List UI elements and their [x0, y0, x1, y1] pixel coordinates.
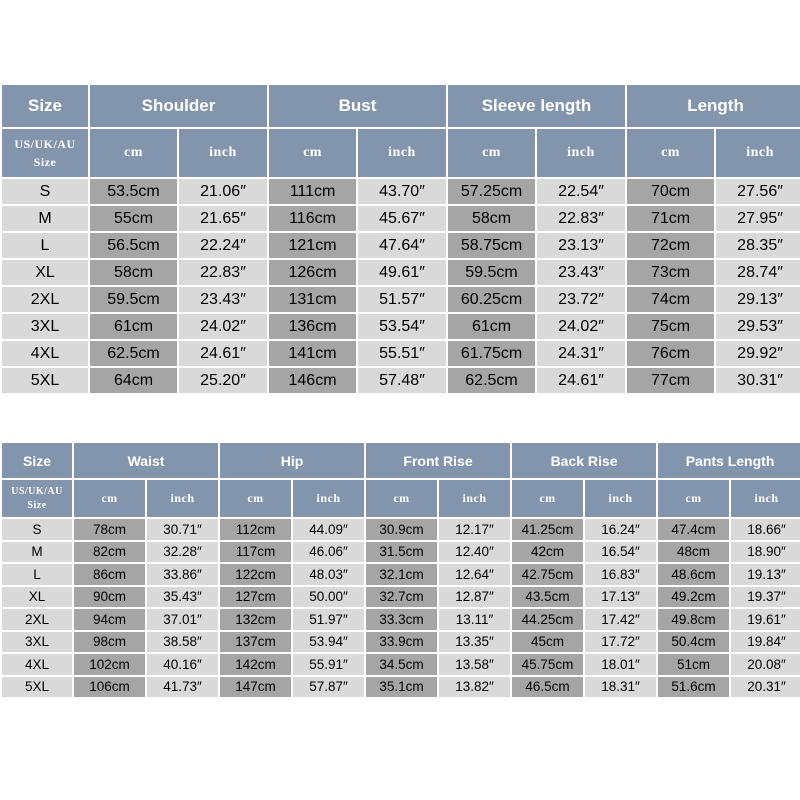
size-cell: 2XL [2, 609, 72, 630]
cm-value-cell: 76cm [627, 341, 714, 366]
cm-value-cell: 117cm [220, 542, 291, 563]
cm-value-cell: 58.75cm [448, 233, 535, 258]
cm-value-cell: 82cm [74, 542, 145, 563]
cm-value-cell: 121cm [269, 233, 356, 258]
inch-value-cell: 19.61″ [731, 609, 800, 630]
inch-value-cell: 25.20″ [179, 368, 267, 393]
inch-value-cell: 20.08″ [731, 654, 800, 675]
size-cell: 4XL [2, 654, 72, 675]
cm-value-cell: 32.7cm [366, 587, 437, 608]
column-header-front-rise: Front Rise [366, 443, 510, 478]
cm-value-cell: 58cm [90, 260, 177, 285]
cm-value-cell: 53.5cm [90, 179, 177, 204]
cm-value-cell: 35.1cm [366, 677, 437, 698]
inch-value-cell: 53.54″ [358, 314, 446, 339]
size-cell: 5XL [2, 368, 88, 393]
inch-value-cell: 24.02″ [537, 314, 625, 339]
unit-inch-label: inch [358, 129, 446, 177]
unit-inch-label: inch [731, 480, 800, 517]
inch-value-cell: 40.16″ [147, 654, 218, 675]
inch-value-cell: 28.74″ [716, 260, 800, 285]
unit-cm-label: cm [90, 129, 177, 177]
cm-value-cell: 55cm [90, 206, 177, 231]
unit-inch-label: inch [147, 480, 218, 517]
column-header-pants-length: Pants Length [658, 443, 800, 478]
cm-value-cell: 47.4cm [658, 519, 729, 540]
inch-value-cell: 16.24″ [585, 519, 656, 540]
inch-value-cell: 13.11″ [439, 609, 510, 630]
column-header-length: Length [627, 85, 800, 127]
inch-value-cell: 24.61″ [537, 368, 625, 393]
header [2, 85, 800, 177]
inch-value-cell: 29.53″ [716, 314, 800, 339]
unit-inch-label: inch [537, 129, 625, 177]
inch-value-cell: 22.83″ [537, 206, 625, 231]
unit-row [2, 129, 800, 177]
inch-value-cell: 12.87″ [439, 587, 510, 608]
column-header-size: Size [2, 443, 72, 478]
cm-value-cell: 44.25cm [512, 609, 583, 630]
inch-value-cell: 23.72″ [537, 287, 625, 312]
size-chart-tops [0, 83, 800, 395]
size-cell: 2XL [2, 287, 88, 312]
cm-value-cell: 31.5cm [366, 542, 437, 563]
column-header-waist: Waist [74, 443, 218, 478]
inch-value-cell: 13.58″ [439, 654, 510, 675]
inch-value-cell: 47.64″ [358, 233, 446, 258]
unit-cm-label: cm [448, 129, 535, 177]
inch-value-cell: 16.54″ [585, 542, 656, 563]
inch-value-cell: 19.37″ [731, 587, 800, 608]
inch-value-cell: 17.13″ [585, 587, 656, 608]
cm-value-cell: 62.5cm [90, 341, 177, 366]
size-cell: XL [2, 260, 88, 285]
inch-value-cell: 18.01″ [585, 654, 656, 675]
inch-value-cell: 12.64″ [439, 564, 510, 585]
table-row [2, 260, 800, 285]
table-row [2, 233, 800, 258]
cm-value-cell: 48.6cm [658, 564, 729, 585]
inch-value-cell: 21.06″ [179, 179, 267, 204]
table-row [2, 609, 800, 630]
unit-cm-label: cm [627, 129, 714, 177]
cm-value-cell: 41.25cm [512, 519, 583, 540]
size-cell: M [2, 542, 72, 563]
cm-value-cell: 61cm [448, 314, 535, 339]
inch-value-cell: 23.43″ [179, 287, 267, 312]
size-cell: 4XL [2, 341, 88, 366]
inch-value-cell: 23.43″ [537, 260, 625, 285]
column-header-bust: Bust [269, 85, 446, 127]
cm-value-cell: 57.25cm [448, 179, 535, 204]
inch-value-cell: 19.13″ [731, 564, 800, 585]
cm-value-cell: 56.5cm [90, 233, 177, 258]
cm-value-cell: 142cm [220, 654, 291, 675]
size-cell: 3XL [2, 314, 88, 339]
cm-value-cell: 122cm [220, 564, 291, 585]
cm-value-cell: 45.75cm [512, 654, 583, 675]
cm-value-cell: 59.5cm [448, 260, 535, 285]
cm-value-cell: 141cm [269, 341, 356, 366]
size-cell: 3XL [2, 632, 72, 653]
cm-value-cell: 147cm [220, 677, 291, 698]
body [2, 179, 800, 393]
cm-value-cell: 90cm [74, 587, 145, 608]
unit-inch-label: inch [716, 129, 800, 177]
table-row [2, 632, 800, 653]
inch-value-cell: 49.61″ [358, 260, 446, 285]
cm-value-cell: 64cm [90, 368, 177, 393]
table-row [2, 287, 800, 312]
table-row [2, 206, 800, 231]
inch-value-cell: 21.65″ [179, 206, 267, 231]
cm-value-cell: 94cm [74, 609, 145, 630]
header-row [2, 443, 800, 478]
inch-value-cell: 18.66″ [731, 519, 800, 540]
cm-value-cell: 73cm [627, 260, 714, 285]
cm-value-cell: 136cm [269, 314, 356, 339]
table-row [2, 564, 800, 585]
inch-value-cell: 57.87″ [293, 677, 364, 698]
cm-value-cell: 32.1cm [366, 564, 437, 585]
size-cell: S [2, 519, 72, 540]
unit-cm-label: cm [220, 480, 291, 517]
inch-value-cell: 38.58″ [147, 632, 218, 653]
unit-cm-label: cm [269, 129, 356, 177]
inch-value-cell: 20.31″ [731, 677, 800, 698]
unit-inch-label: inch [179, 129, 267, 177]
cm-value-cell: 46.5cm [512, 677, 583, 698]
column-header-sleeve-length: Sleeve length [448, 85, 625, 127]
cm-value-cell: 45cm [512, 632, 583, 653]
header [2, 443, 800, 517]
body [2, 519, 800, 697]
inch-value-cell: 24.31″ [537, 341, 625, 366]
size-cell: S [2, 179, 88, 204]
inch-value-cell: 32.28″ [147, 542, 218, 563]
cm-value-cell: 137cm [220, 632, 291, 653]
inch-value-cell: 17.72″ [585, 632, 656, 653]
inch-value-cell: 13.35″ [439, 632, 510, 653]
table-row [2, 179, 800, 204]
inch-value-cell: 44.09″ [293, 519, 364, 540]
inch-value-cell: 29.92″ [716, 341, 800, 366]
cm-value-cell: 126cm [269, 260, 356, 285]
inch-value-cell: 22.83″ [179, 260, 267, 285]
cm-value-cell: 51.6cm [658, 677, 729, 698]
cm-value-cell: 30.9cm [366, 519, 437, 540]
column-header-hip: Hip [220, 443, 364, 478]
column-header-back-rise: Back Rise [512, 443, 656, 478]
cm-value-cell: 62.5cm [448, 368, 535, 393]
inch-value-cell: 41.73″ [147, 677, 218, 698]
cm-value-cell: 116cm [269, 206, 356, 231]
cm-value-cell: 86cm [74, 564, 145, 585]
cm-value-cell: 61.75cm [448, 341, 535, 366]
inch-value-cell: 29.13″ [716, 287, 800, 312]
inch-value-cell: 30.31″ [716, 368, 800, 393]
inch-value-cell: 22.54″ [537, 179, 625, 204]
cm-value-cell: 74cm [627, 287, 714, 312]
inch-value-cell: 35.43″ [147, 587, 218, 608]
cm-value-cell: 42cm [512, 542, 583, 563]
inch-value-cell: 22.24″ [179, 233, 267, 258]
cm-value-cell: 98cm [74, 632, 145, 653]
cm-value-cell: 146cm [269, 368, 356, 393]
inch-value-cell: 55.91″ [293, 654, 364, 675]
cm-value-cell: 112cm [220, 519, 291, 540]
cm-value-cell: 72cm [627, 233, 714, 258]
inch-value-cell: 51.97″ [293, 609, 364, 630]
cm-value-cell: 61cm [90, 314, 177, 339]
size-cell: XL [2, 587, 72, 608]
size-system-label [2, 129, 88, 177]
inch-value-cell: 27.95″ [716, 206, 800, 231]
inch-value-cell: 50.00″ [293, 587, 364, 608]
inch-value-cell: 28.35″ [716, 233, 800, 258]
inch-value-cell: 57.48″ [358, 368, 446, 393]
inch-value-cell: 46.06″ [293, 542, 364, 563]
unit-cm-label: cm [658, 480, 729, 517]
cm-value-cell: 59.5cm [90, 287, 177, 312]
cm-value-cell: 43.5cm [512, 587, 583, 608]
inch-value-cell: 16.83″ [585, 564, 656, 585]
column-header-shoulder: Shoulder [90, 85, 267, 127]
cm-value-cell: 42.75cm [512, 564, 583, 585]
cm-value-cell: 75cm [627, 314, 714, 339]
cm-value-cell: 33.3cm [366, 609, 437, 630]
inch-value-cell: 13.82″ [439, 677, 510, 698]
size-cell: L [2, 233, 88, 258]
inch-value-cell: 23.13″ [537, 233, 625, 258]
cm-value-cell: 77cm [627, 368, 714, 393]
cm-value-cell: 58cm [448, 206, 535, 231]
cm-value-cell: 34.5cm [366, 654, 437, 675]
cm-value-cell: 102cm [74, 654, 145, 675]
inch-value-cell: 27.56″ [716, 179, 800, 204]
table-row [2, 587, 800, 608]
inch-value-cell: 19.84″ [731, 632, 800, 653]
inch-value-cell: 30.71″ [147, 519, 218, 540]
unit-cm-label: cm [512, 480, 583, 517]
cm-value-cell: 111cm [269, 179, 356, 204]
table-row [2, 368, 800, 393]
table-row [2, 341, 800, 366]
table-row [2, 677, 800, 698]
table-row [2, 542, 800, 563]
inch-value-cell: 33.86″ [147, 564, 218, 585]
inch-value-cell: 37.01″ [147, 609, 218, 630]
inch-value-cell: 12.17″ [439, 519, 510, 540]
inch-value-cell: 45.67″ [358, 206, 446, 231]
table-row [2, 314, 800, 339]
inch-value-cell: 17.42″ [585, 609, 656, 630]
cm-value-cell: 51cm [658, 654, 729, 675]
unit-cm-label: cm [74, 480, 145, 517]
cm-value-cell: 48cm [658, 542, 729, 563]
inch-value-cell: 24.61″ [179, 341, 267, 366]
table-row [2, 654, 800, 675]
cm-value-cell: 70cm [627, 179, 714, 204]
header-row [2, 85, 800, 127]
cm-value-cell: 127cm [220, 587, 291, 608]
size-cell: M [2, 206, 88, 231]
column-header-size: Size [2, 85, 88, 127]
cm-value-cell: 60.25cm [448, 287, 535, 312]
cm-value-cell: 132cm [220, 609, 291, 630]
size-chart-pants [0, 441, 800, 699]
inch-value-cell: 51.57″ [358, 287, 446, 312]
inch-value-cell: 53.94″ [293, 632, 364, 653]
size-cell: 5XL [2, 677, 72, 698]
size-system-text: US/UK/AU Size [14, 137, 76, 169]
inch-value-cell: 12.40″ [439, 542, 510, 563]
cm-value-cell: 49.8cm [658, 609, 729, 630]
inch-value-cell: 43.70″ [358, 179, 446, 204]
inch-value-cell: 24.02″ [179, 314, 267, 339]
inch-value-cell: 18.31″ [585, 677, 656, 698]
inch-value-cell: 18.90″ [731, 542, 800, 563]
inch-value-cell: 55.51″ [358, 341, 446, 366]
size-system-label [2, 480, 72, 517]
cm-value-cell: 131cm [269, 287, 356, 312]
cm-value-cell: 106cm [74, 677, 145, 698]
size-system-text: US/UK/AU Size [11, 485, 63, 511]
unit-row [2, 480, 800, 517]
cm-value-cell: 33.9cm [366, 632, 437, 653]
unit-inch-label: inch [439, 480, 510, 517]
cm-value-cell: 71cm [627, 206, 714, 231]
size-cell: L [2, 564, 72, 585]
unit-cm-label: cm [366, 480, 437, 517]
unit-inch-label: inch [293, 480, 364, 517]
cm-value-cell: 78cm [74, 519, 145, 540]
inch-value-cell: 48.03″ [293, 564, 364, 585]
table-row [2, 519, 800, 540]
cm-value-cell: 49.2cm [658, 587, 729, 608]
cm-value-cell: 50.4cm [658, 632, 729, 653]
unit-inch-label: inch [585, 480, 656, 517]
